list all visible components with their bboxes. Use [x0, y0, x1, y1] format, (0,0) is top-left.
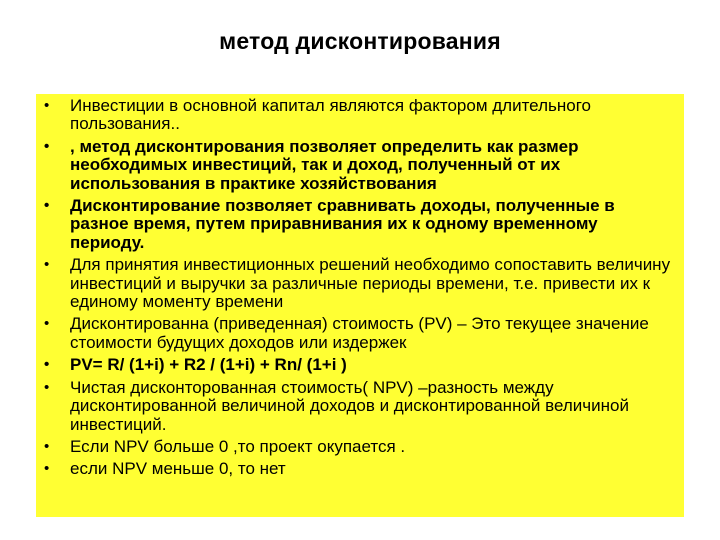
bullet-item-2	[42, 138, 674, 193]
slide-title: метод дисконтирования	[219, 28, 501, 54]
bullet-item-4	[42, 256, 674, 311]
bullet-text: Инвестиции в основной капитал являются фактором длительного пользования..	[70, 96, 591, 134]
bullet-dot: •	[44, 460, 50, 478]
bullet-dot: •	[44, 137, 50, 155]
bullet-text: Для принятия инвестиционных решений необходимо сопоставить величину инвестиций и выручки за различные периоды времени, т.е. привести их к единому моменту времени	[70, 255, 671, 312]
bullet-dot: •	[44, 437, 50, 455]
bullet-dot: •	[44, 197, 50, 215]
bullet-dot: •	[44, 256, 50, 274]
bullet-item-1	[42, 97, 674, 134]
formula-text: PV= R/ (1+i) + R2 / (1+i) + Rn/ (1+i )	[70, 355, 347, 375]
bullet-dot: •	[44, 378, 50, 396]
bullet-text: если NPV меньше 0, то нет	[70, 459, 286, 479]
bullet-dot: •	[44, 97, 50, 114]
content-box	[36, 94, 684, 517]
bullet-item-3	[42, 197, 674, 252]
bullet-item-9	[42, 460, 674, 478]
bullet-item-5	[42, 315, 674, 352]
bullet-item-formula	[42, 356, 674, 374]
bullet-text: Дисконтирование позволяет сравнивать доходы, полученные в разное время, путем приравнивания их к одному временному периоду.	[70, 196, 615, 252]
bullet-text: Если NPV больше 0 ,то проект окупается .	[70, 436, 406, 456]
bullet-item-7	[42, 379, 674, 434]
bullet-item-8	[42, 438, 674, 456]
bullet-text: Дисконтированна (приведенная) стоимость (PV) – Это текущее значение стоимости будущих доходов или издержек	[70, 314, 649, 352]
bullet-list	[42, 97, 674, 479]
bullet-dot: •	[44, 356, 50, 374]
bullet-text: , метод дисконтирования позволяет определить как размер необходимых инвестиций, так и доход, полученный от их использования в практике хозяйствования	[70, 136, 579, 193]
bullet-text: Чистая дисконторованная стоимость( NPV) –разность между дисконтированной величиной доходов и дисконтированной величиной инвестиций.	[70, 377, 629, 434]
bullet-dot: •	[44, 315, 50, 333]
